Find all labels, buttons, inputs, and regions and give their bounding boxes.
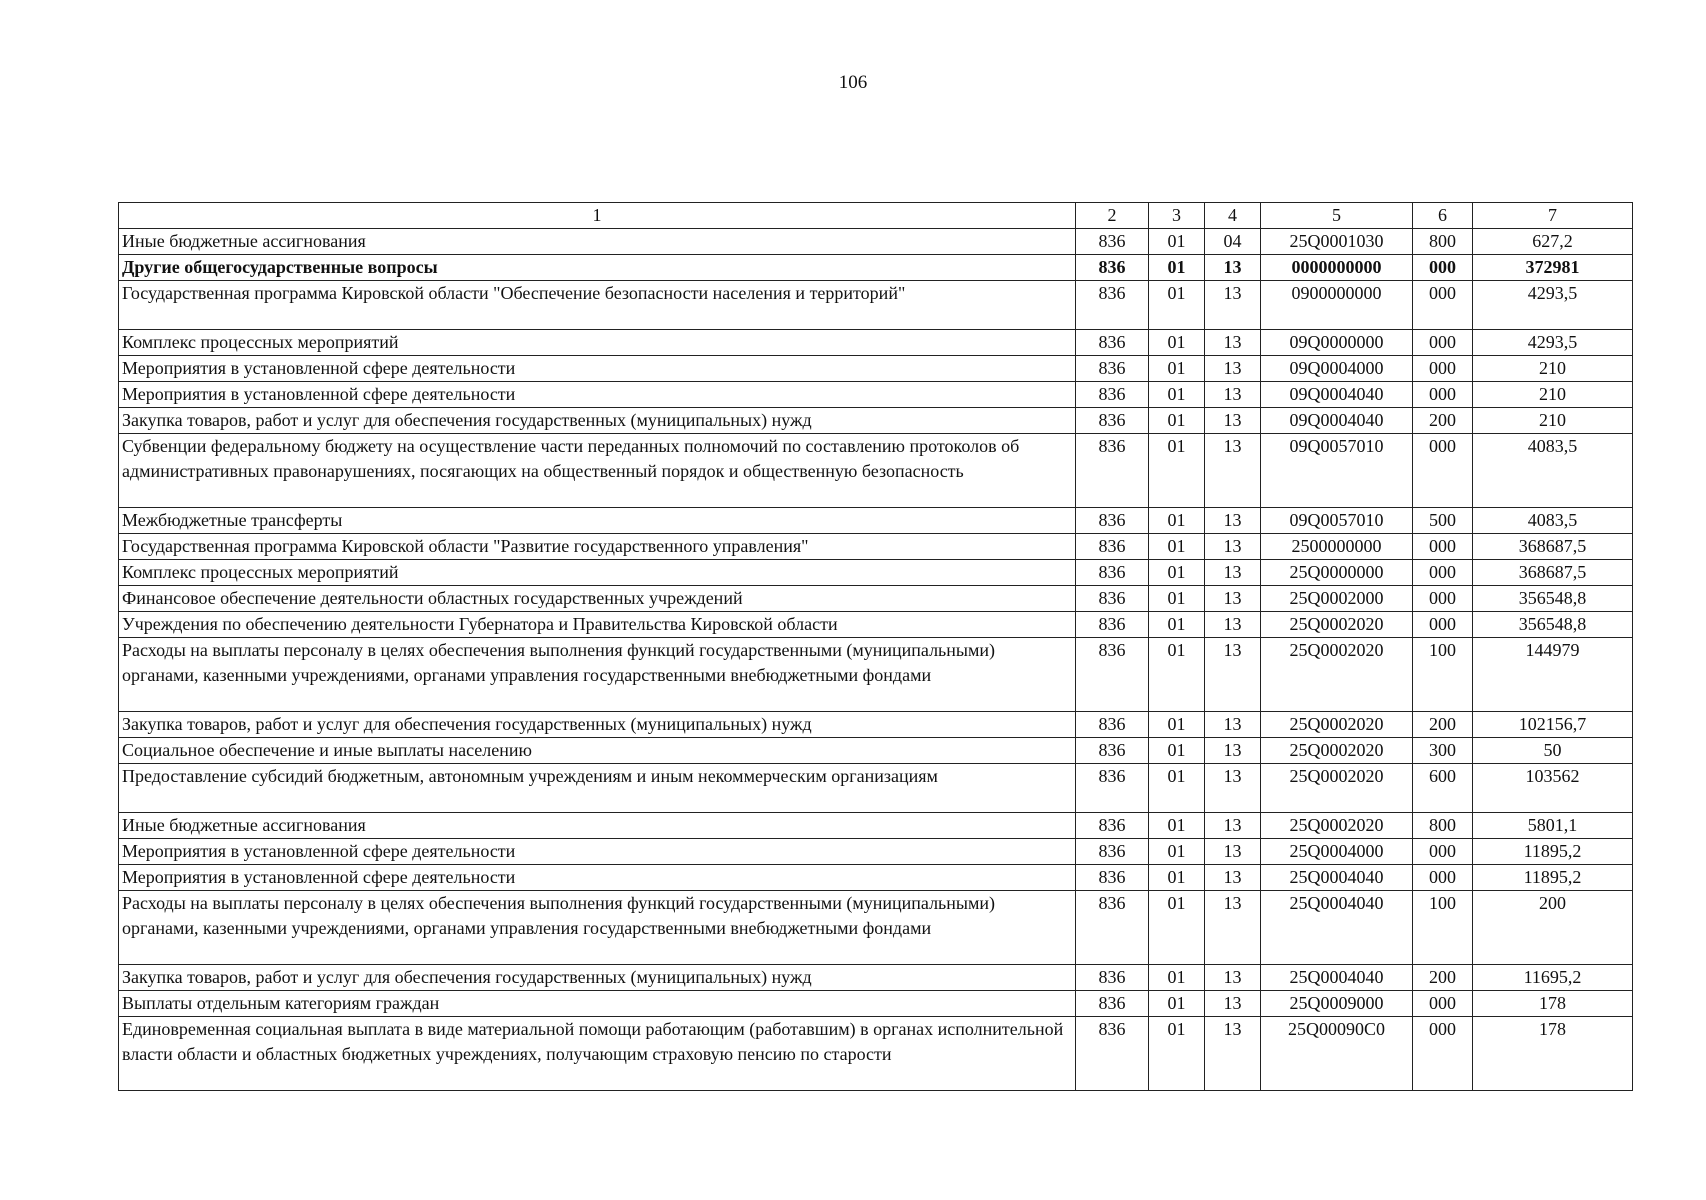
row-target-article-code: 25Q0000000 (1261, 560, 1413, 586)
row-section-code: 01 (1149, 408, 1205, 434)
header-col-7: 7 (1473, 203, 1633, 229)
row-chapter-code: 836 (1076, 434, 1149, 508)
row-section-code: 01 (1149, 508, 1205, 534)
row-chapter-code: 836 (1076, 382, 1149, 408)
row-expense-type-code: 100 (1413, 891, 1473, 965)
row-section-code: 01 (1149, 965, 1205, 991)
table-row (119, 991, 1633, 1017)
row-section-code: 01 (1149, 586, 1205, 612)
row-chapter-code: 836 (1076, 738, 1149, 764)
table-row (119, 865, 1633, 891)
row-chapter-code: 836 (1076, 281, 1149, 330)
row-expense-type-code: 000 (1413, 991, 1473, 1017)
row-section-code: 01 (1149, 330, 1205, 356)
row-section-code: 01 (1149, 356, 1205, 382)
row-amount: 356548,8 (1473, 612, 1633, 638)
row-amount: 4083,5 (1473, 508, 1633, 534)
row-chapter-code: 836 (1076, 229, 1149, 255)
row-target-article-code: 09Q0057010 (1261, 434, 1413, 508)
row-target-article-code: 09Q0004040 (1261, 408, 1413, 434)
row-expense-type-code: 000 (1413, 281, 1473, 330)
row-subsection-code: 13 (1205, 865, 1261, 891)
row-section-code: 01 (1149, 738, 1205, 764)
table-row (119, 712, 1633, 738)
row-chapter-code: 836 (1076, 865, 1149, 891)
row-subsection-code: 13 (1205, 813, 1261, 839)
table-row (119, 965, 1633, 991)
row-amount: 372981 (1473, 255, 1633, 281)
row-subsection-code: 13 (1205, 534, 1261, 560)
header-col-3: 3 (1149, 203, 1205, 229)
row-amount: 5801,1 (1473, 813, 1633, 839)
row-name: Единовременная социальная выплата в виде материальной помощи работающим (работавшим) в органах исполнительной власти области и областных бюджетных учреждениях, получающим страховую пенсию по старости (119, 1017, 1076, 1091)
row-subsection-code: 13 (1205, 612, 1261, 638)
row-target-article-code: 09Q0000000 (1261, 330, 1413, 356)
row-name: Закупка товаров, работ и услуг для обеспечения государственных (муниципальных) нужд (119, 965, 1076, 991)
header-col-2: 2 (1076, 203, 1149, 229)
row-target-article-code: 25Q0004000 (1261, 839, 1413, 865)
row-name: Государственная программа Кировской области "Обеспечение безопасности населения и территорий" (119, 281, 1076, 330)
row-expense-type-code: 000 (1413, 382, 1473, 408)
row-expense-type-code: 000 (1413, 839, 1473, 865)
row-name: Финансовое обеспечение деятельности областных государственных учреждений (119, 586, 1076, 612)
row-amount: 144979 (1473, 638, 1633, 712)
row-expense-type-code: 800 (1413, 813, 1473, 839)
row-subsection-code: 13 (1205, 1017, 1261, 1091)
row-section-code: 01 (1149, 229, 1205, 255)
row-section-code: 01 (1149, 991, 1205, 1017)
row-target-article-code: 2500000000 (1261, 534, 1413, 560)
row-target-article-code: 25Q0002020 (1261, 813, 1413, 839)
row-expense-type-code: 000 (1413, 330, 1473, 356)
table-row (119, 738, 1633, 764)
row-amount: 210 (1473, 382, 1633, 408)
row-expense-type-code: 600 (1413, 764, 1473, 813)
row-target-article-code: 0000000000 (1261, 255, 1413, 281)
row-chapter-code: 836 (1076, 1017, 1149, 1091)
row-section-code: 01 (1149, 891, 1205, 965)
row-target-article-code: 25Q0002020 (1261, 738, 1413, 764)
row-expense-type-code: 000 (1413, 534, 1473, 560)
row-section-code: 01 (1149, 813, 1205, 839)
row-subsection-code: 13 (1205, 712, 1261, 738)
row-name: Закупка товаров, работ и услуг для обеспечения государственных (муниципальных) нужд (119, 712, 1076, 738)
row-subsection-code: 13 (1205, 356, 1261, 382)
row-subsection-code: 13 (1205, 965, 1261, 991)
row-target-article-code: 0900000000 (1261, 281, 1413, 330)
table-row (119, 356, 1633, 382)
row-chapter-code: 836 (1076, 638, 1149, 712)
row-name: Межбюджетные трансферты (119, 508, 1076, 534)
row-section-code: 01 (1149, 764, 1205, 813)
row-name: Расходы на выплаты персоналу в целях обеспечения выполнения функций государственными (муниципальными) органами, казенными учреждениями, органами управления государственными внебюджетными фондами (119, 638, 1076, 712)
header-col-6: 6 (1413, 203, 1473, 229)
table-row (119, 638, 1633, 712)
row-name: Мероприятия в установленной сфере деятельности (119, 865, 1076, 891)
table-row (119, 891, 1633, 965)
row-section-code: 01 (1149, 839, 1205, 865)
table-row (119, 612, 1633, 638)
row-section-code: 01 (1149, 1017, 1205, 1091)
row-chapter-code: 836 (1076, 330, 1149, 356)
row-name: Социальное обеспечение и иные выплаты населению (119, 738, 1076, 764)
table-row (119, 813, 1633, 839)
table-row (119, 229, 1633, 255)
row-expense-type-code: 200 (1413, 965, 1473, 991)
row-chapter-code: 836 (1076, 991, 1149, 1017)
row-amount: 4293,5 (1473, 281, 1633, 330)
row-name: Иные бюджетные ассигнования (119, 229, 1076, 255)
row-subsection-code: 13 (1205, 738, 1261, 764)
row-section-code: 01 (1149, 382, 1205, 408)
row-chapter-code: 836 (1076, 612, 1149, 638)
row-chapter-code: 836 (1076, 586, 1149, 612)
table-row (119, 434, 1633, 508)
table-row (119, 255, 1633, 281)
row-amount: 102156,7 (1473, 712, 1633, 738)
row-chapter-code: 836 (1076, 560, 1149, 586)
table-row (119, 508, 1633, 534)
row-section-code: 01 (1149, 612, 1205, 638)
row-subsection-code: 13 (1205, 434, 1261, 508)
row-name: Мероприятия в установленной сфере деятельности (119, 356, 1076, 382)
row-section-code: 01 (1149, 281, 1205, 330)
header-col-5: 5 (1261, 203, 1413, 229)
row-chapter-code: 836 (1076, 255, 1149, 281)
row-amount: 4083,5 (1473, 434, 1633, 508)
row-chapter-code: 836 (1076, 508, 1149, 534)
row-chapter-code: 836 (1076, 813, 1149, 839)
row-expense-type-code: 200 (1413, 712, 1473, 738)
row-expense-type-code: 000 (1413, 865, 1473, 891)
row-section-code: 01 (1149, 560, 1205, 586)
row-target-article-code: 25Q0002020 (1261, 712, 1413, 738)
row-section-code: 01 (1149, 865, 1205, 891)
row-chapter-code: 836 (1076, 534, 1149, 560)
row-amount: 178 (1473, 991, 1633, 1017)
row-target-article-code: 25Q0002020 (1261, 764, 1413, 813)
row-expense-type-code: 000 (1413, 356, 1473, 382)
row-subsection-code: 13 (1205, 586, 1261, 612)
row-subsection-code: 13 (1205, 991, 1261, 1017)
row-chapter-code: 836 (1076, 764, 1149, 813)
row-amount: 210 (1473, 356, 1633, 382)
row-section-code: 01 (1149, 534, 1205, 560)
row-subsection-code: 04 (1205, 229, 1261, 255)
row-expense-type-code: 000 (1413, 1017, 1473, 1091)
header-row (119, 203, 1633, 229)
row-amount: 4293,5 (1473, 330, 1633, 356)
table-row (119, 560, 1633, 586)
row-amount: 11895,2 (1473, 839, 1633, 865)
table-row (119, 1017, 1633, 1091)
row-expense-type-code: 300 (1413, 738, 1473, 764)
row-name: Комплекс процессных мероприятий (119, 560, 1076, 586)
row-target-article-code: 09Q0004000 (1261, 356, 1413, 382)
row-name: Мероприятия в установленной сфере деятельности (119, 382, 1076, 408)
row-subsection-code: 13 (1205, 382, 1261, 408)
row-target-article-code: 25Q0002000 (1261, 586, 1413, 612)
row-target-article-code: 25Q0002020 (1261, 638, 1413, 712)
row-amount: 178 (1473, 1017, 1633, 1091)
row-amount: 11695,2 (1473, 965, 1633, 991)
row-expense-type-code: 000 (1413, 434, 1473, 508)
row-name: Комплекс процессных мероприятий (119, 330, 1076, 356)
row-amount: 210 (1473, 408, 1633, 434)
row-expense-type-code: 500 (1413, 508, 1473, 534)
header-col-1: 1 (119, 203, 1076, 229)
row-name: Субвенции федеральному бюджету на осуществление части переданных полномочий по составлению протоколов об административных правонарушениях, посягающих на общественный порядок и общественную безопасность (119, 434, 1076, 508)
row-target-article-code: 25Q0004040 (1261, 891, 1413, 965)
page-number: 106 (838, 72, 868, 93)
row-subsection-code: 13 (1205, 508, 1261, 534)
row-name: Другие общегосударственные вопросы (119, 255, 1076, 281)
row-name: Мероприятия в установленной сфере деятельности (119, 839, 1076, 865)
row-target-article-code: 25Q0004040 (1261, 865, 1413, 891)
row-subsection-code: 13 (1205, 408, 1261, 434)
row-chapter-code: 836 (1076, 408, 1149, 434)
table-row (119, 764, 1633, 813)
row-expense-type-code: 000 (1413, 255, 1473, 281)
row-subsection-code: 13 (1205, 891, 1261, 965)
header-col-4: 4 (1205, 203, 1261, 229)
row-amount: 50 (1473, 738, 1633, 764)
row-expense-type-code: 200 (1413, 408, 1473, 434)
row-expense-type-code: 000 (1413, 612, 1473, 638)
row-subsection-code: 13 (1205, 764, 1261, 813)
row-target-article-code: 09Q0004040 (1261, 382, 1413, 408)
row-chapter-code: 836 (1076, 356, 1149, 382)
row-amount: 103562 (1473, 764, 1633, 813)
row-chapter-code: 836 (1076, 965, 1149, 991)
row-target-article-code: 25Q0004040 (1261, 965, 1413, 991)
table-row (119, 839, 1633, 865)
row-name: Государственная программа Кировской области "Развитие государственного управления" (119, 534, 1076, 560)
row-expense-type-code: 000 (1413, 560, 1473, 586)
row-section-code: 01 (1149, 255, 1205, 281)
table-row (119, 408, 1633, 434)
row-target-article-code: 09Q0057010 (1261, 508, 1413, 534)
row-expense-type-code: 800 (1413, 229, 1473, 255)
table-row (119, 382, 1633, 408)
row-name: Выплаты отдельным категориям граждан (119, 991, 1076, 1017)
row-expense-type-code: 000 (1413, 586, 1473, 612)
row-target-article-code: 25Q0002020 (1261, 612, 1413, 638)
row-chapter-code: 836 (1076, 712, 1149, 738)
row-chapter-code: 836 (1076, 839, 1149, 865)
table-row (119, 586, 1633, 612)
row-name: Учреждения по обеспечению деятельности Губернатора и Правительства Кировской области (119, 612, 1076, 638)
row-target-article-code: 25Q00090C0 (1261, 1017, 1413, 1091)
row-subsection-code: 13 (1205, 839, 1261, 865)
row-amount: 368687,5 (1473, 560, 1633, 586)
table-row (119, 281, 1633, 330)
row-section-code: 01 (1149, 434, 1205, 508)
row-amount: 200 (1473, 891, 1633, 965)
row-name: Предоставление субсидий бюджетным, автономным учреждениям и иным некоммерческим организациям (119, 764, 1076, 813)
table-row (119, 330, 1633, 356)
row-name: Закупка товаров, работ и услуг для обеспечения государственных (муниципальных) нужд (119, 408, 1076, 434)
row-subsection-code: 13 (1205, 560, 1261, 586)
row-section-code: 01 (1149, 712, 1205, 738)
row-subsection-code: 13 (1205, 281, 1261, 330)
row-amount: 627,2 (1473, 229, 1633, 255)
row-subsection-code: 13 (1205, 255, 1261, 281)
row-amount: 11895,2 (1473, 865, 1633, 891)
row-target-article-code: 25Q0001030 (1261, 229, 1413, 255)
row-expense-type-code: 100 (1413, 638, 1473, 712)
table-body (119, 229, 1633, 1091)
budget-table (118, 202, 1633, 1091)
row-name: Иные бюджетные ассигнования (119, 813, 1076, 839)
row-name: Расходы на выплаты персоналу в целях обеспечения выполнения функций государственными (муниципальными) органами, казенными учреждениями, органами управления государственными внебюджетными фондами (119, 891, 1076, 965)
row-section-code: 01 (1149, 638, 1205, 712)
row-amount: 368687,5 (1473, 534, 1633, 560)
row-subsection-code: 13 (1205, 330, 1261, 356)
row-subsection-code: 13 (1205, 638, 1261, 712)
row-chapter-code: 836 (1076, 891, 1149, 965)
table-row (119, 534, 1633, 560)
row-amount: 356548,8 (1473, 586, 1633, 612)
row-target-article-code: 25Q0009000 (1261, 991, 1413, 1017)
